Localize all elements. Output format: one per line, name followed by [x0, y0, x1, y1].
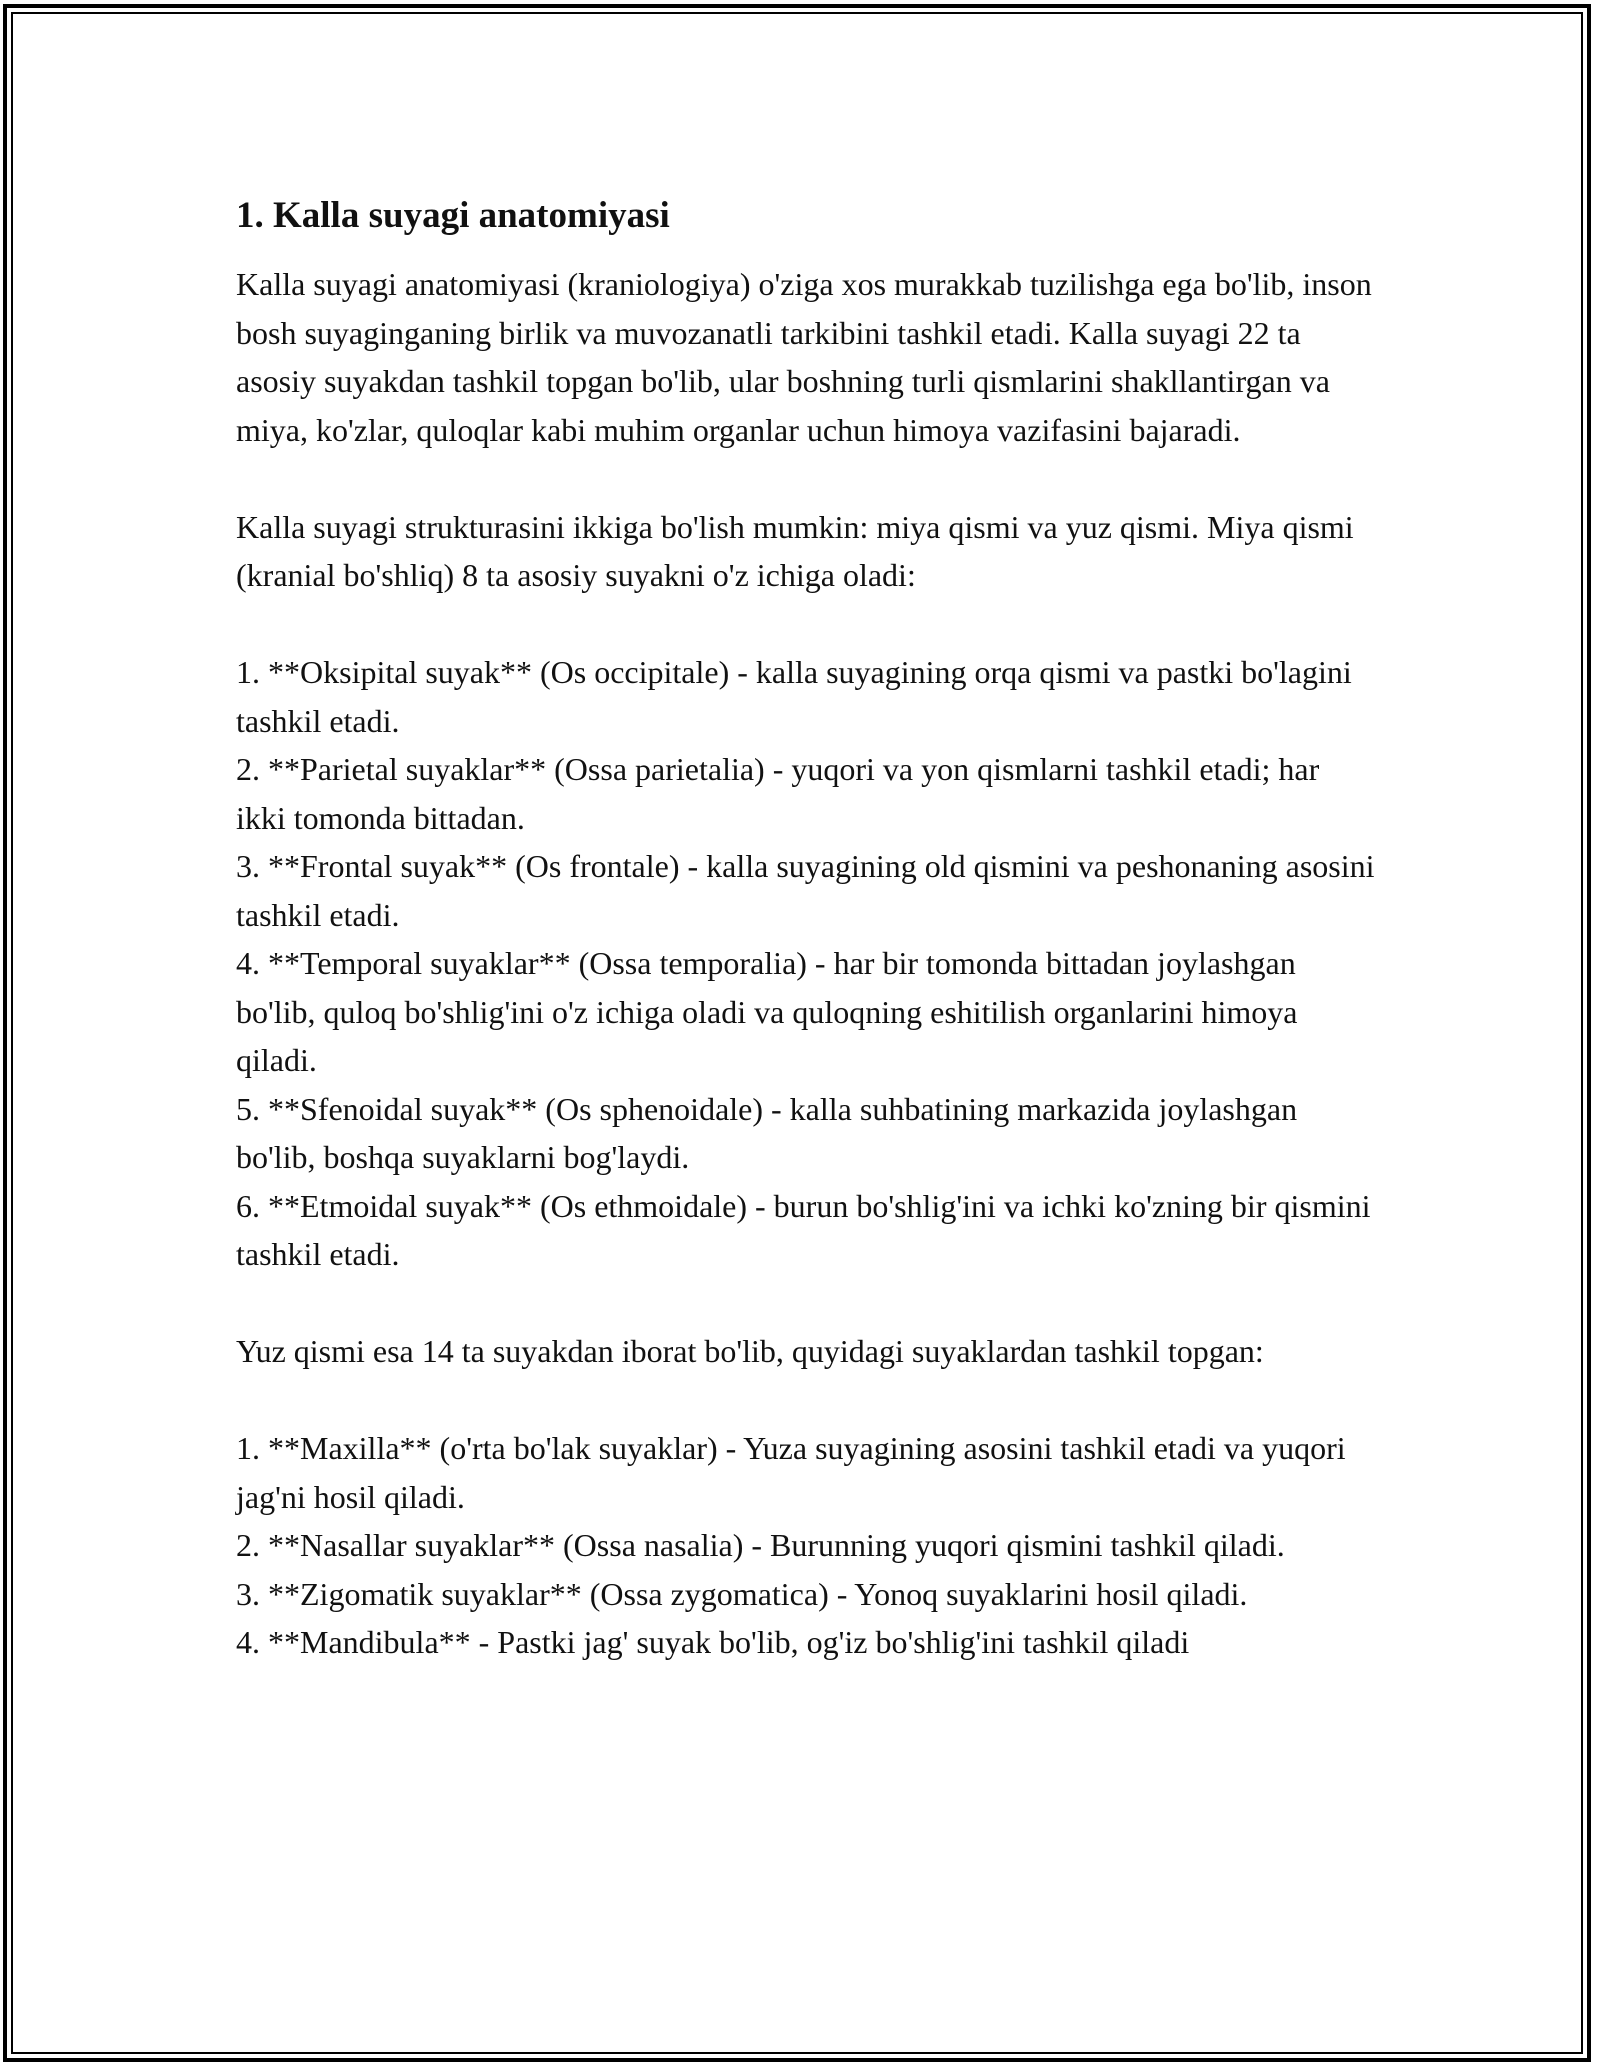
spacer	[236, 1279, 1376, 1328]
section-heading: 1. Kalla suyagi anatomiyasi	[236, 195, 670, 236]
list-item: 2. **Nasallar suyaklar** (Ossa nasalia) - Burunning yuqori qismini tashkil qiladi.	[236, 1527, 1285, 1563]
list-item: 3. **Frontal suyak** (Os frontale) - kalla suyagining old qismini va peshonaning asosini tashkil etadi.	[236, 848, 1375, 933]
facial-bones-list	[236, 1424, 1376, 1667]
list-item: 3. **Zigomatik suyaklar** (Ossa zygomatica) - Yonoq suyaklarini hosil qiladi.	[236, 1575, 1248, 1612]
intro-paragraph: Kalla suyagi anatomiyasi (kraniologiya) o'ziga xos murakkab tuzilishga ega bo'lib, inson bosh suyaginganing birlik va muvozanatli tarkibini tashkil etadi. Kalla suyagi 22 ta asosiy suyakdan tashkil topgan bo'lib, ular boshning turli qismlarini shakllantirgan va miya, ko'zlar, quloqlar kabi muhim organlar uchun himoya vazifasini bajaradi.	[236, 266, 1372, 448]
list-item: 6. **Etmoidal suyak** (Os ethmoidale) - burun bo'shlig'ini va ichki ko'zning bir qismini tashkil etadi.	[236, 1187, 1371, 1272]
spacer	[236, 600, 1376, 649]
list-item: 1. **Maxilla** (o'rta bo'lak suyaklar) - Yuza suyagining asosini tashkil etadi va yuqori jag'ni hosil qiladi.	[236, 1430, 1346, 1515]
list-item: 4. **Temporal suyaklar** (Ossa temporalia) - har bir tomonda bittadan joylashgan bo'lib, quloq bo'shlig'ini o'z ichiga oladi va quloqning eshitilish organlarini himoya qiladi.	[236, 945, 1298, 1078]
list-item: 2. **Parietal suyaklar** (Ossa parietalia) - yuqori va yon qismlarni tashkil etadi; har ikki tomonda bittadan.	[236, 751, 1320, 836]
face-paragraph: Yuz qismi esa 14 ta suyakdan iborat bo'lib, quyidagi suyaklardan tashkil topgan:	[236, 1333, 1264, 1369]
spacer	[236, 454, 1376, 503]
structure-paragraph: Kalla suyagi strukturasini ikkiga bo'lish mumkin: miya qismi va yuz qismi. Miya qismi (kranial bo'shliq) 8 ta asosiy suyakni o'z ichiga oladi:	[236, 508, 1354, 593]
list-item: 1. **Oksipital suyak** (Os occipitale) - kalla suyagining orqa qismi va pastki bo'lagini tashkil etadi.	[236, 654, 1352, 739]
list-item: 5. **Sfenoidal suyak** (Os sphenoidale) - kalla suhbatining markazida joylashgan bo'lib, boshqa suyaklarni bog'laydi.	[236, 1090, 1298, 1175]
cranial-bones-list	[236, 648, 1376, 1279]
document-body	[236, 190, 1376, 1667]
list-item: 4. **Mandibula** - Pastki jag' suyak bo'lib, og'iz bo'shlig'ini tashkil qiladi	[236, 1624, 1190, 1660]
spacer	[236, 1376, 1376, 1425]
